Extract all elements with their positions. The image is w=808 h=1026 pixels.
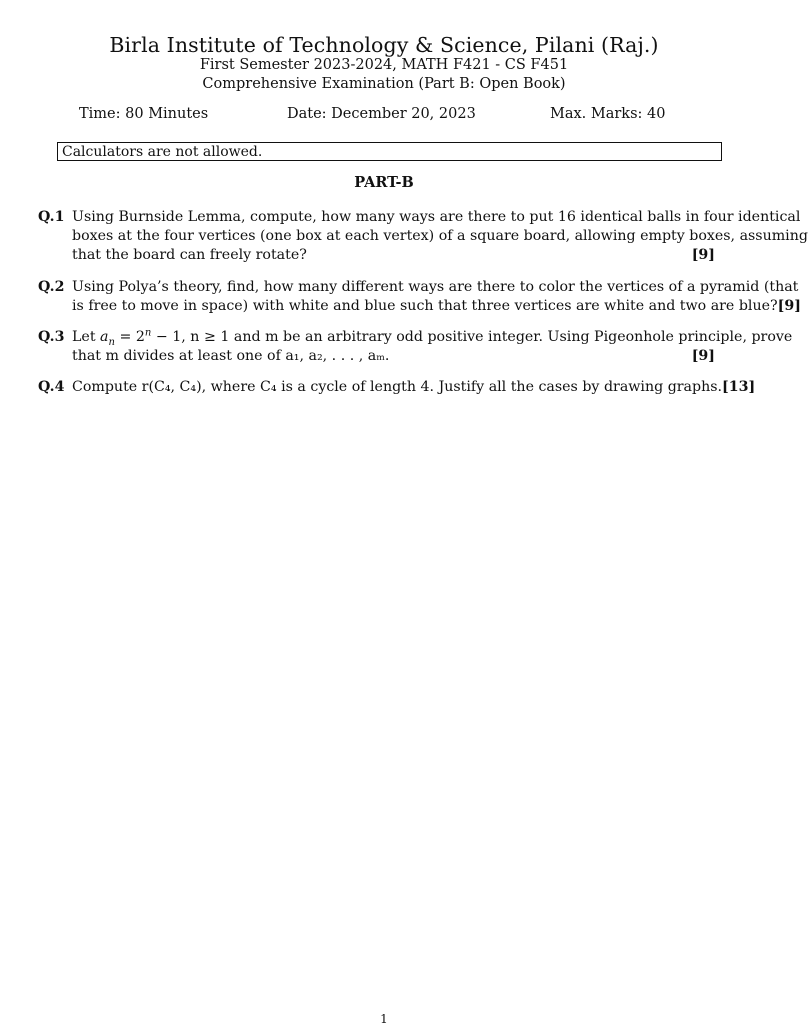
question-number: Q.2 (38, 279, 65, 295)
q3-intro: Let (72, 329, 101, 345)
question-line (72, 327, 793, 348)
question-body (72, 327, 793, 366)
q3-equals: = 2 (114, 329, 145, 345)
question-last-row (72, 246, 715, 265)
exam-time: Time: 80 Minutes (79, 106, 209, 122)
question-line: that m divides at least one of a₁, a₂, . . . , aₘ. (72, 348, 390, 364)
exam-date: Date: December 20, 2023 (287, 106, 476, 122)
question-marks: [9] (777, 298, 801, 314)
question-number: Q.4 (38, 379, 65, 395)
question-line: boxes at the four vertices (one box at each vertex) of a square board, allowing empty boxes, assuming (72, 228, 808, 244)
question-line: Compute r(C₄, C₄), where C₄ is a cycle of length 4. Justify all the cases by drawing graphs. (72, 379, 723, 395)
exam-type-line: Comprehensive Examination (Part B: Open Book) (202, 76, 566, 92)
question-line: that the board can freely rotate? (72, 247, 307, 263)
page-number: 1 (380, 1012, 388, 1026)
question-line: Using Burnside Lemma, compute, how many ways are there to put 16 identical balls in four identical (72, 209, 801, 225)
calculator-notice: Calculators are not allowed. (57, 142, 722, 161)
question-last-row (72, 347, 715, 366)
question-marks: [9] (691, 247, 715, 263)
q3-exponent: n (144, 327, 152, 339)
question-body (72, 278, 801, 316)
q3-sequence-symbol: a (100, 329, 109, 345)
part-heading: PART-B (354, 174, 414, 191)
institute-title: Birla Institute of Technology & Science, Pilani (Raj.) (109, 33, 659, 57)
question-line: is free to move in space) with white and blue such that three vertices are white and two are blue? (72, 298, 778, 314)
question-marks: [13] (722, 379, 756, 395)
question-number: Q.3 (38, 329, 65, 345)
q3-subscript: n (108, 336, 115, 348)
question-number: Q.1 (38, 209, 65, 225)
question-body (72, 378, 756, 397)
question-line: Using Polya’s theory, find, how many different ways are there to color the vertices of a pyramid (that (72, 279, 799, 295)
max-marks: Max. Marks: 40 (550, 106, 666, 122)
q3-rest: − 1, n ≥ 1 and m be an arbitrary odd positive integer. Using Pigeonhole principle, prove (151, 329, 793, 345)
semester-line: First Semester 2023-2024, MATH F421 - CS F451 (199, 57, 569, 73)
question-last-row (72, 297, 801, 316)
question-body (72, 208, 808, 265)
question-last-row (72, 378, 756, 397)
question-marks: [9] (691, 348, 715, 364)
